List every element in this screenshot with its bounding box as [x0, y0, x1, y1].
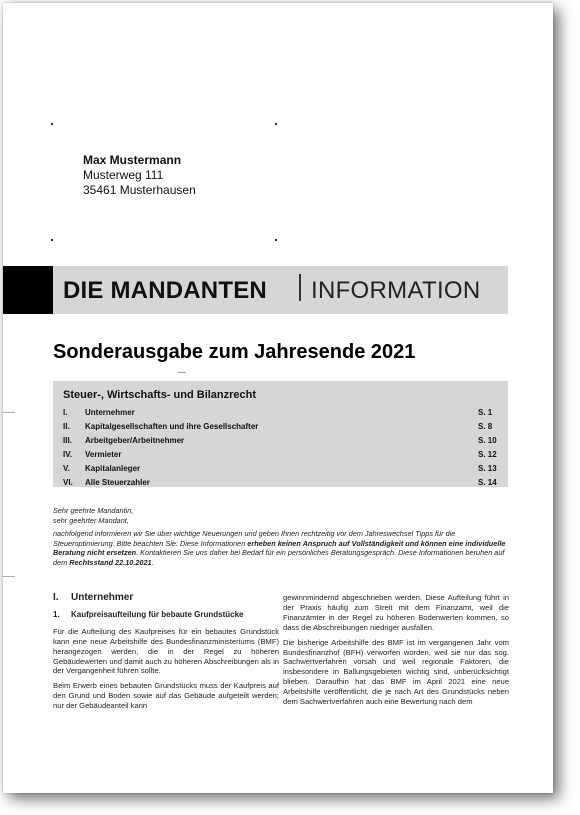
toc-item-page: S. 10 [478, 436, 497, 445]
table-of-contents [53, 381, 508, 487]
intro-letter [53, 506, 508, 568]
margin-mark [3, 412, 15, 413]
toc-item-number: I. [63, 408, 68, 417]
body-paragraph: Die bisherige Arbeitshilfe des BMF ist im vergangenen Jahr vom Bundesfinanzhof (BFH) verworfen worden, weil sie nur das sog. Sachwertverfahren vorsah und weil regionale Faktoren, die insbesondere in Ballungsgebieten wichtig sind, unberücksichtigt blieben. Daraufhin hat das BMF im April 2021 eine neue Arbeitshilfe veröffentlicht, die je nach Art des Grundstücks neben dem Sachwertverfahren auch eine Bewertung nach dem [283, 637, 509, 707]
masthead-banner [3, 266, 508, 314]
toc-item-label: Vermieter [85, 450, 122, 459]
intro-emphasis: erheben keinen Anspruch auf Vollständigkeit und können eine individuelle Beratung nicht ersetzen [53, 538, 506, 558]
toc-item-label: Kapitalanleger [85, 464, 141, 473]
toc-item-number: IV. [63, 450, 73, 459]
left-column [53, 593, 279, 716]
intro-paragraph [53, 529, 508, 567]
banner-title-left: DIE MANDANTEN [63, 277, 267, 304]
body-paragraph: gewinnmindernd abgeschrieben werden. Diese Aufteilung führt in der Praxis häufig zum Streit mit dem Finanzamt, weil die Finanzämter in der Regel zu höheren Bodenwerten kommen, so dass die Abschreibungen niedriger ausfallen. [283, 593, 509, 632]
divider [178, 372, 186, 373]
subsection-heading [53, 610, 279, 620]
banner-separator [299, 274, 301, 301]
toc-item-page: S. 13 [478, 464, 497, 473]
section-heading [53, 593, 279, 603]
subsection-title: Kaufpreisaufteilung für bebaute Grundstücke [71, 609, 244, 619]
toc-item [63, 464, 503, 477]
page-title: Sonderausgabe zum Jahresende 2021 [53, 341, 416, 363]
toc-item [63, 408, 503, 421]
banner-title-right: INFORMATION [311, 277, 481, 304]
toc-item [63, 478, 503, 491]
body-paragraph: Für die Aufteilung des Kaufpreises für ein bebautes Grundstück kann eine neue Arbeitshilfe des Bundesfinanzministeriums (BMF) herangezogen werden, die in der Regel zu höheren Gebäudewerten und damit auch zu höheren Abschreibungen als in der Vergangenheit führen sollte. [53, 626, 279, 676]
toc-title: Steuer-, Wirtschafts- und Bilanzrecht [63, 389, 257, 401]
toc-item-number: II. [63, 422, 70, 431]
subsection-number: 1. [53, 609, 60, 619]
toc-item-number: III. [63, 436, 72, 445]
recipient-address [83, 153, 196, 198]
intro-text: nachfolgend informieren wir Sie über wichtige Neuerungen und geben Ihnen rechtzeitig vor dem Jahreswechsel Tipps für die Steueroptimierung. Bitte beachten Sie: Diese Informationen [53, 529, 456, 548]
intro-text: . Kontaktieren Sie uns daher bei Bedarf für ein persönliches Beratungsgespräch. Diese Informationen beruhen auf dem [53, 548, 505, 567]
toc-item-label: Kapitalgesellschaften und ihre Gesellschafter [85, 422, 259, 431]
margin-mark [3, 576, 15, 577]
toc-item-number: V. [63, 464, 70, 473]
fold-mark [275, 239, 277, 241]
fold-mark [51, 239, 53, 241]
toc-item-label: Alle Steuerzahler [85, 478, 150, 487]
toc-item-label: Unternehmer [85, 408, 135, 417]
legal-date: Rechtsstand 22.10.2021 [69, 557, 152, 567]
recipient-street: Musterweg 111 [83, 168, 164, 182]
toc-item-label: Arbeitgeber/Arbeitnehmer [85, 436, 185, 445]
toc-item-page: S. 8 [478, 422, 493, 431]
section-number: I. [53, 592, 59, 603]
banner-black-block [3, 266, 53, 314]
toc-item-number: VI. [63, 478, 73, 487]
toc-item [63, 436, 503, 449]
section-title: Unternehmer [71, 592, 134, 603]
toc-item-page: S. 1 [478, 408, 493, 417]
fold-mark [275, 123, 277, 125]
toc-item [63, 422, 503, 435]
intro-text: . [151, 557, 154, 567]
document-page [3, 3, 553, 793]
recipient-city: 35461 Musterhausen [83, 183, 196, 197]
right-column [283, 593, 509, 712]
toc-item [63, 450, 503, 463]
recipient-name: Max Mustermann [83, 153, 182, 167]
fold-mark [51, 123, 53, 125]
body-paragraph: Beim Erwerb eines bebauten Grundstücks muss der Kaufpreis auf den Grund und Boden sowie auf das Gebäude aufgeteilt werden; nur der Gebäudeanteil kann [53, 681, 279, 711]
greeting-line: Sehr geehrte Mandantin, [53, 506, 134, 515]
toc-item-page: S. 14 [478, 478, 497, 487]
toc-item-page: S. 12 [478, 450, 497, 459]
greeting-line: sehr geehrter Mandant, [53, 515, 129, 525]
